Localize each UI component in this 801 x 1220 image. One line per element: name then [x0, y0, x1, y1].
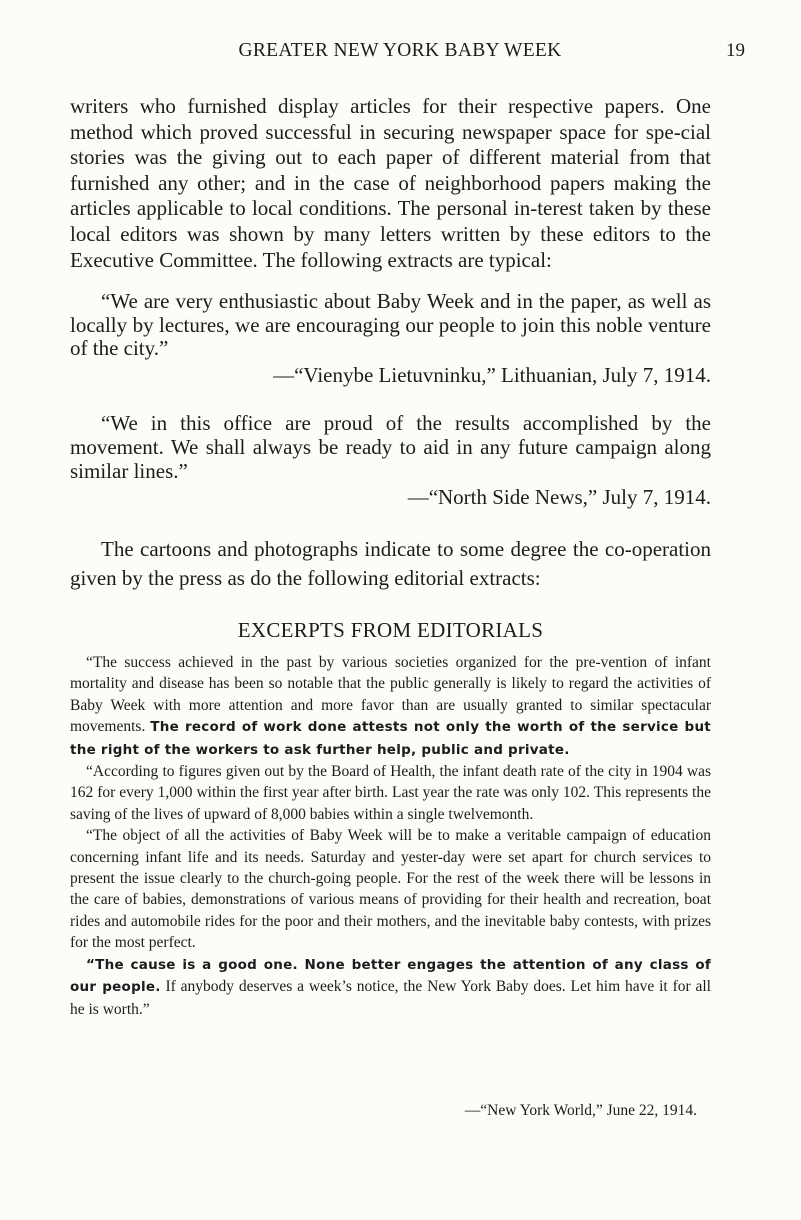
- running-title: GREATER NEW YORK BABY WEEK: [238, 40, 562, 61]
- excerpt-paragraph: [70, 761, 711, 825]
- page-header: [70, 40, 745, 70]
- editorial-excerpts: [70, 652, 711, 1020]
- cooperation-paragraph: [70, 535, 711, 593]
- excerpt-paragraph: [70, 954, 711, 1020]
- quote-north-side-news-text: “We in this office are proud of the results accomplished by the movement. We shall always be ready to aid in any future campaign along similar lines.”: [70, 411, 711, 483]
- citation-north-side-news: —“North Side News,” July 7, 1914.: [407, 485, 711, 509]
- excerpt-3-text: “The object of all the activities of Baby Week will be to make a veritable campaign of education concerning infant life and its needs. Saturday and yester-day were set apart for church services to present the issue clearly to the church-going people. For the rest of the week there will be lessons in the care of babies, demonstrations of various means of providing for their health and recreation, boat rides and automobile rides for the poor and their mothers, and the inevitable baby contests, with prizes for the most perfect.: [70, 827, 711, 952]
- excerpt-paragraph: [70, 652, 711, 761]
- excerpt-1-text: “The success achieved in the past by various societies organized for the pre-vention of infant mortality and disease has been so notable that the public generally is likely to regard the activities of Baby Week with more attention and more favor than are usually granted to similar spectacular movements.: [70, 654, 711, 736]
- citation-new-york-world: —“New York World,” June 22, 1914.: [464, 1102, 697, 1119]
- citation-vienybe: —“Vienybe Lietuvninku,” Lithuanian, July 7, 1914.: [273, 363, 711, 387]
- intro-paragraph: [70, 94, 711, 273]
- page-number: 19: [726, 40, 745, 61]
- excerpt-4-text: If anybody deserves a week’s notice, the New York Baby does. Let him have it for all he is worth.”: [70, 978, 711, 1018]
- quote-vienybe: [70, 290, 711, 361]
- cooperation-text: The cartoons and photographs indicate to some degree the co-operation given by the press as do the following editorial extracts:: [70, 537, 711, 590]
- intro-text: writers who furnished display articles for their respective papers. One method which proved successful in securing newspaper space for spe-cial stories was the giving out to each paper of different material from that furnished any other; and in the case of neighborhood papers making the articles applicable to local conditions. The personal in-terest taken by these local editors was shown by many letters written by these editors to the Executive Committee. The following extracts are typical:: [70, 94, 711, 272]
- excerpt-1-bold-text: The record of work done attests not only the worth of the service but the right of the workers to ask further help, public and private.: [70, 719, 712, 758]
- quote-vienybe-text: “We are very enthusiastic about Baby Week and in the paper, as well as locally by lectures, we are encouraging our people to join this noble venture of the city.”: [70, 289, 711, 360]
- excerpt-2-text: “According to figures given out by the Board of Health, the infant death rate of the city in 1904 was 162 for every 1,000 within the first year after birth. Last year the rate was only 102. This represents the saving of the lives of upward of 8,000 babies within a single twelvemonth.: [70, 763, 711, 823]
- excerpt-paragraph: [70, 825, 711, 953]
- excerpt-4-bold-text: “The cause is a good one. None better engages the attention of any class of our people.: [70, 956, 711, 996]
- excerpts-heading: EXCERPTS FROM EDITORIALS: [237, 618, 544, 642]
- quote-north-side-news: [70, 411, 711, 483]
